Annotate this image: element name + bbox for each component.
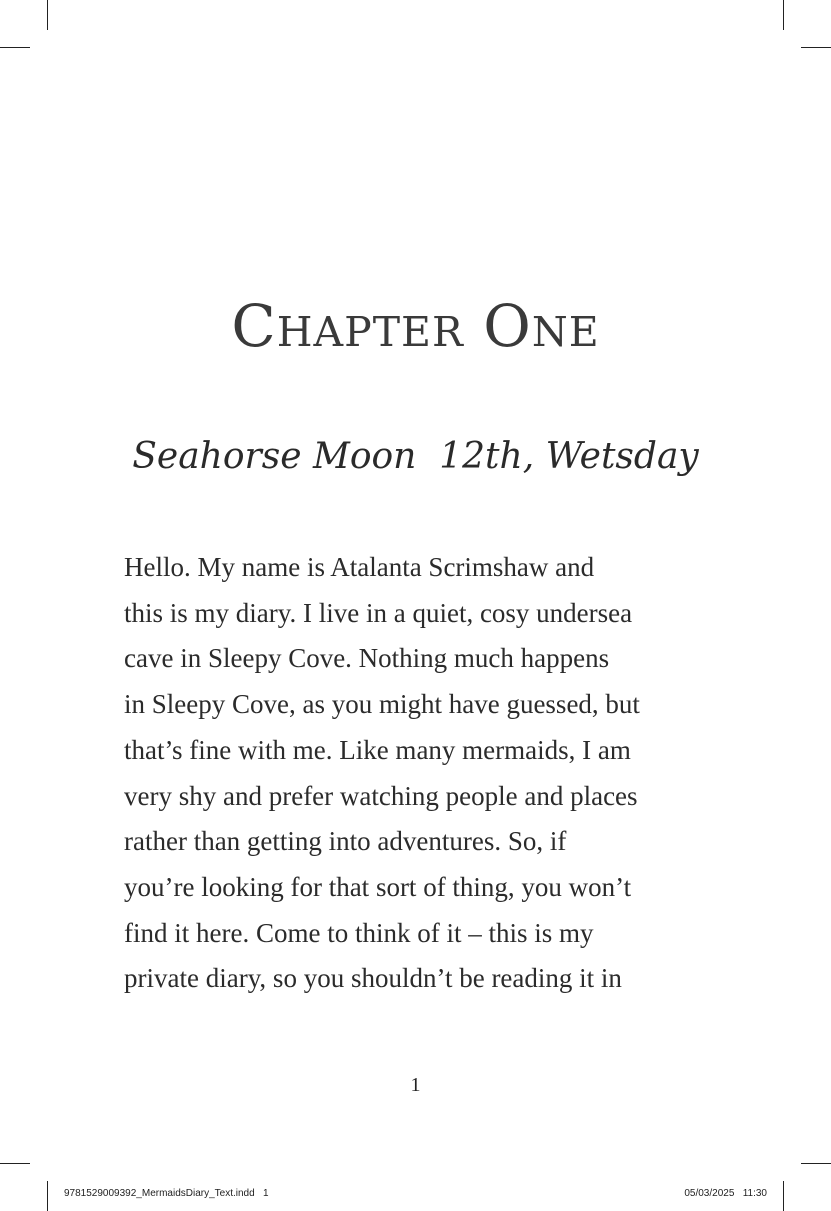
body-line: private diary, so you shouldn’t be reading it in — [124, 963, 622, 994]
crop-mark-top-left-h — [0, 47, 30, 48]
slug-datetime: 05/03/2025 11:30 — [684, 1188, 767, 1199]
body-line: very shy and prefer watching people and places — [124, 780, 638, 811]
crop-mark-top-left-v — [47, 0, 48, 30]
crop-mark-bottom-right-h — [801, 1163, 831, 1164]
diary-date-heading: Seahorse Moon 12th, Wetsday — [132, 436, 699, 477]
body-line: you’re looking for that sort of thing, you won’t — [124, 871, 632, 902]
body-line: cave in Sleepy Cove. Nothing much happens — [124, 643, 610, 674]
body-line: in Sleepy Cove, as you might have guessed, but — [124, 689, 640, 720]
crop-mark-bottom-left-v — [47, 1181, 48, 1211]
body-line: rather than getting into adventures. So, if — [124, 826, 567, 857]
body-line: that’s fine with me. Like many mermaids, I am — [124, 734, 631, 765]
crop-mark-top-right-h — [801, 47, 831, 48]
slug-filename: 9781529009392_MermaidsDiary_Text.indd 1 — [64, 1188, 269, 1199]
body-line: this is my diary. I live in a quiet, cosy undersea — [124, 597, 633, 628]
body-line: Hello. My name is Atalanta Scrimshaw and — [124, 552, 595, 582]
body-text — [124, 545, 734, 1002]
body-line: find it here. Come to think of it – this is my — [124, 917, 594, 948]
crop-mark-bottom-right-v — [783, 1181, 784, 1211]
chapter-title: Chapter One — [231, 292, 600, 360]
crop-mark-top-right-v — [783, 0, 784, 30]
crop-mark-bottom-left-h — [0, 1163, 30, 1164]
page-number: 1 — [410, 1074, 421, 1096]
